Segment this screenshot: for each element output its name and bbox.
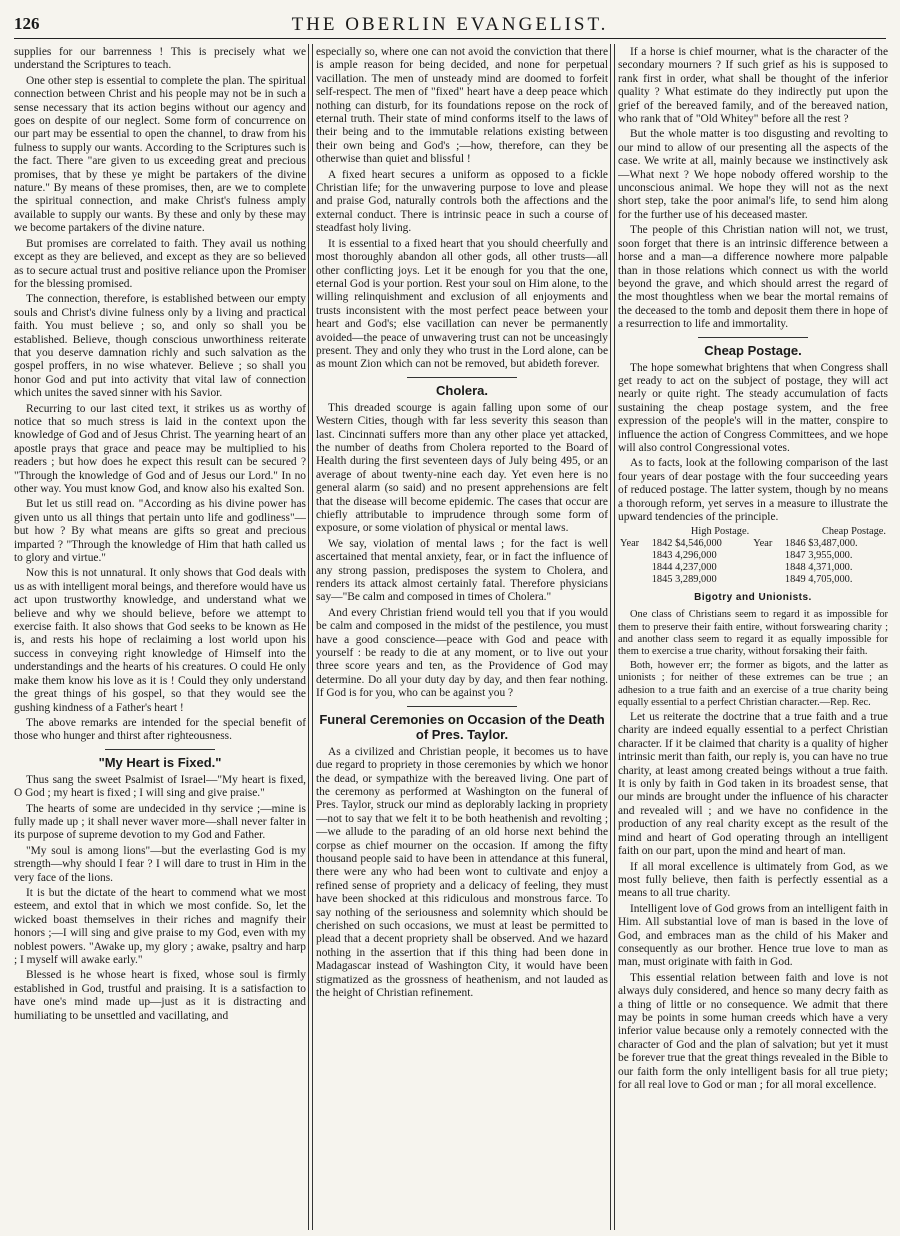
paragraph: We say, violation of mental laws ; for the fact is well ascertained that mental anxiety, fear, or in fact the influence of any strong passion, predisposes the system to Cholera, and renders its attack almost certainly fatal. Therefore physicians say—"Be calm and composed in times of Cholera."	[316, 537, 608, 604]
section-divider	[407, 706, 517, 707]
heading-cheap-postage: Cheap Postage.	[704, 342, 802, 358]
table-row	[618, 550, 888, 562]
paragraph: A fixed heart secures a uniform as opposed to a fickle Christian life; for the unwavering purpose to love and please and praise God, naturally controls both the affections and the external conduct. There is intrinsic peace in such a course of steadfast holy living.	[316, 168, 608, 235]
paragraph: Recurring to our last cited text, it strikes us as worthy of notice that so much stress is laid in the context upon the knowledge of God and of Jesus Christ. The yearning heart of an apostle prays that grace and peace may be multiplied to his readers ; but how does he expect this result can be secured ? "Through the knowledge of God and of Jesus our Lord." In no other way. You must know God, and know also his exalted Son.	[14, 402, 306, 495]
paragraph: The connection, therefore, is established between our empty souls and Christ's divine fulness only by a living and practical faith. You must believe ; so, and only so shall you be established. Believe, though conscious unworthiness reiterate that you deserve damnation richly and such salvation as the gospel proffers, in no wise whatever. Believe ; so shall you honor God and put into activity that vital law of connection which unites the saved sinner with his Savior.	[14, 293, 306, 400]
paragraph: supplies for our barrenness ! This is precisely what we understand the Scriptures to teach.	[14, 46, 306, 72]
paragraph: The above remarks are intended for the special benefit of those who hunger and thirst after righteousness.	[14, 716, 306, 743]
column-3	[618, 46, 888, 1228]
paragraph: This dreaded scourge is again falling upon some of our Western Cities, though with far less severity this season than last. Cincinnati suffers more than any other place yet attacked, the number of deaths from Cholera reported to the Board of Health during the first seventeen days of July being 495, or an average of about twenty-nine each day. Yet even here is no general alarm (so said) and no present apprehensions are felt that the disease will become epidemic. The cases that occur are chiefly attributable to imprudence through some form of exposure, or some violation of physical or mental laws.	[316, 401, 608, 535]
paragraph: If a horse is chief mourner, what is the character of the secondary mourners ? If such grief as his is supposed to rank first in order, what shall be thought of the inferior quality ? What estimate do they indirectly put upon the grief of the bereaved family, and of the bereaved nation, who rank that of "Old Whitey" before all the rest ?	[618, 46, 888, 126]
paragraph: But promises are correlated to faith. They avail us nothing except as they are believed, and except as they are so believed as to secure actual trust and positive reliance upon the Promiser for the blessing promised.	[14, 237, 306, 290]
paragraph: Blessed is he whose heart is fixed, whose soul is firmly established in God, trustful and praising. It is a satisfaction to have one's mind made up—just as it is distracting and humiliating to be unsettled and vacillating, and	[14, 969, 306, 1022]
column-rule	[610, 44, 615, 1230]
table-cell: 1847 3,955,000.	[784, 550, 853, 562]
paragraph: especially so, where one can not avoid the conviction that there is ample reason for being decided, and none for perpetual vacillation. The men of unsteady mind are doomed to forfeit self-respect. The men of "fixed" heart have a deep peace which nothing can disturb, for its foundations repose on the rock of eternal truth. Their state of mind conforms itself to the laws of their being and to the immutable relations existing between their own being and God's ;—how, therefore, can they be otherwise than quiet and blissful !	[316, 46, 608, 166]
paragraph: Let us reiterate the doctrine that a true faith and a true charity are indeed equally essential to a perfect Christian character. If it be claimed that charity is a quality of higher intrinsic merit than faith, our reply is, you can have no true charity, at least among created beings without a true faith. It is only by faith in God taken in its broadest sense, that our minds are brought under the influence of his character and revealed will ; and we have no confidence in the production of any real charity except as the result of the mind and heart of God operating through an intelligent faith on our part, upon the mind and heart of man.	[618, 711, 888, 858]
paragraph: "My soul is among lions"—but the everlasting God is my strength—why should I fear ? I will dare to trust in Him in the very face of the lions.	[14, 844, 306, 884]
page-number: 126	[14, 14, 40, 33]
table-cell: 1842 $4,546,000	[651, 538, 722, 550]
column-1	[14, 46, 306, 1228]
year-label: Year	[753, 538, 773, 550]
masthead-title: THE OBERLIN EVANGELIST.	[291, 14, 609, 35]
postage-table	[618, 526, 888, 586]
section-divider	[105, 749, 215, 750]
heading-funeral-ceremonies: Funeral Ceremonies on Occasion of the Death of Pres. Taylor.	[319, 711, 605, 742]
paragraph: The hope somewhat brightens that when Congress shall get ready to act on the subject of postage, they will act nearly or quite right. The steady accumulation of facts sustaining the cheap postage system, and the free expression of the people's will in the matter, conspire to influence the action of Congress Committees, and we hope will also control Congressional votes.	[618, 361, 888, 454]
column-2	[316, 46, 608, 1228]
paragraph: The people of this Christian nation will not, we trust, soon forget that there is an intrinsic difference between a horse and a man—a difference nowhere more palpable than in those relations which connect us with the world beyond the grave, and which should arrest the regard of the most thoughtless when we bear the mortal remains of the deceased to the tomb and deposit them there in hope of a resurrection to life and immortality.	[618, 224, 888, 331]
page-header	[14, 14, 886, 39]
table-cell: 1843 4,296,000	[651, 550, 717, 562]
paragraph: If all moral excellence is ultimately from God, as we most fully believe, then faith is perfectly essential as a means to all true charity.	[618, 860, 888, 900]
paragraph: This essential relation between faith and love is not always duly considered, and hence so many decry faith as a thing of little or no consequence. We admit that there may be points in some human creeds which have a very inferior value because only a remotely connected with the character of God and the plan of salvation; but yet it must be forever true that the great things revealed in the Bible to our faith form the only intelligent basis for all true piety; for all real love to God or man ; for all moral excellence.	[618, 971, 888, 1091]
table-cell: 1844 4,237,000	[651, 562, 717, 574]
paragraph: It is essential to a fixed heart that you should cheerfully and most thoroughly abandon all other gods, all other trusts—all other conflicting joys. Let it be enough for you that the one, eternal God is your portion. Rest your soul on Him alone, to the willing relinquishment and exclusion of all enjoyments and trusts inconsistent with the most perfect peace between your heart and God's; else vacillation can never be permanently avoided—the peace of unwavering trust can not be unceasingly present. They and only they who trust in the Lord alone, can be as mount Zion which can not be removed, but abideth forever.	[316, 237, 608, 371]
paragraph: But the whole matter is too disgusting and revolting to our mind to allow of our presenting all the aspects of the case. We write at all, mainly because we instinctively ask—What next ? We hope nobody offered worship to the unconscious animal. We hope they will not as the next short step, take the poor animal's life, to send him along for the further use of his deceased master.	[618, 128, 888, 221]
column-rule	[308, 44, 313, 1230]
table-cell: 1845 3,289,000	[651, 574, 717, 586]
paragraph: One class of Christians seem to regard it as impossible for them to preserve their faith entire, without forswearing charity ; and another class seem to regard it as equally impossible for them to exercise a true charity, without forsaking their faith.	[618, 609, 888, 658]
paragraph: As a civilized and Christian people, it becomes us to have due regard to propriety in those ceremonies by which we honor the dead, or sympathize with the bereaved living. One part of the ceremony as performed at Washington on the funeral of Pres. Taylor, struck our mind as deplorably lacking in propriety—not to say that we felt it to be both heathenish and revolting ;—we allude to the parading of an old horse next behind the corpse as chief mourner on the occasion. If among the fifty thousand people said to have been in attendance at this funeral, there were any who had been wont to cultivate and enjoy a refined sense of propriety and a delicacy of feeling, they must have been shocked at this ridiculous and monstrous farce. To say nothing of the seriousness and solemnity which should be cherished on such occasions, we must at least be permitted to plead that a decent propriety shall be observed. And we hazard nothing in the assertion that if this thing had been done in Madagascar instead of Washington City, it would have been stigmatized as the grossness of heathenism, and not lauded as the height of Christian refinement.	[316, 745, 608, 999]
table-cell: 1848 4,371,000.	[784, 562, 853, 574]
table-row	[618, 538, 888, 550]
section-divider	[698, 337, 808, 338]
heading-cholera: Cholera.	[435, 382, 488, 398]
high-postage-label: High Postage.	[690, 526, 750, 538]
year-label: Year	[620, 538, 640, 550]
paragraph: One other step is essential to complete the plan. The spiritual connection between Christ and his people may not be in such a sense necessary that its action begins without our agency and goes on despite of our neglect. Some form of concurrence on our part may be essential to open the channel, to draw from his fulness to supply our wants. According to the Scriptures such is the fact. There "are given to us exceeding great and precious promises, that by these ye might be partakers of the divine nature." By means of these promises, then, are we to complete the spiritual connection, and make Christ's fulness amply available to supply our wants. By these and only by these may we become partakers of the divine nature.	[14, 74, 306, 235]
table-row	[618, 574, 888, 586]
paragraph: But let us still read on. "According as his divine power has given unto us all things that pertain unto life and godliness"—but how ? By what means are gifts so great and precious imparted ? "Through the knowledge of Him that hath called us to glory and virtue."	[14, 498, 306, 565]
heading-my-heart-is-fixed: "My Heart is Fixed."	[98, 754, 222, 770]
paragraph: And every Christian friend would tell you that if you would be calm and composed in the midst of the pestilence, you must have a good conscience—peace with God and peace with yourself : be ready to die at any moment, or to live out your three score years and ten, as the Providence of God may determine. Do all your duty day by day, and then fear nothing. If God is for you, who can be against you ?	[316, 606, 608, 700]
paragraph: As to facts, look at the following comparison of the last four years of dear postage with the four succeeding years of reduced postage. The latter system, though by no means a thorough reform, yet serves in a measure to illustrate the upward tendencies of the principle.	[618, 457, 888, 523]
section-divider	[407, 377, 517, 378]
heading-bigotry-and-unionists: Bigotry and Unionists.	[694, 592, 812, 604]
table-header-row	[618, 526, 888, 538]
paragraph: The hearts of some are undecided in thy service ;—mine is fully made up ; it shall never waver more—shall never falter in its purpose of supreme devotion to my God and Father.	[14, 802, 306, 842]
paragraph: It is but the dictate of the heart to commend what we most esteem, and extol that in which we most confide. So, let the wicked boast themselves in their riches and magnify their honors ;—I will sing and give praise to my God, even with my noblest powers. "Awake up, my glory ; awake, psaltry and harp ; I myself will awake early."	[14, 886, 306, 966]
table-cell: 1846 $3,487,000.	[784, 538, 858, 550]
paragraph: Intelligent love of God grows from an intelligent faith in Him. All substantial love of man is based in the love of God, and embraces man as the child of his Maker and consequently as our brother. Hence true love to man as man, must originate with faith in God.	[618, 902, 888, 969]
cheap-postage-label: Cheap Postage.	[821, 526, 886, 538]
paragraph: Thus sang the sweet Psalmist of Israel—"My heart is fixed, O God ; my heart is fixed ; I will sing and give praise."	[14, 773, 306, 800]
table-row	[618, 562, 888, 574]
table-cell: 1849 4,705,000.	[784, 574, 853, 586]
paragraph: Now this is not unnatural. It only shows that God deals with us as with intelligent moral beings, and therefore would have us act upon trustworthy knowledge, and understand what we believe and why we should believe, before we attempt to exercise faith. It also shows that God seeks to be known as He is, and rests his hope of reclaiming a lost world upon his success in conveying right knowledge of Himself into the understandings and the hearts of his creatures. O could He only make them know his love as it is ! Could they only understand the great things of his gospel, so that they would see the gushing kindness of a Father's heart !	[14, 567, 306, 714]
paragraph: Both, however err; the former as bigots, and the latter as unionists ; for neither of these extremes can be true ; an adhesion to a true faith and an exercise of a true charity being equally essential to a perfect Christian character.—Rep. Rec.	[618, 660, 888, 708]
